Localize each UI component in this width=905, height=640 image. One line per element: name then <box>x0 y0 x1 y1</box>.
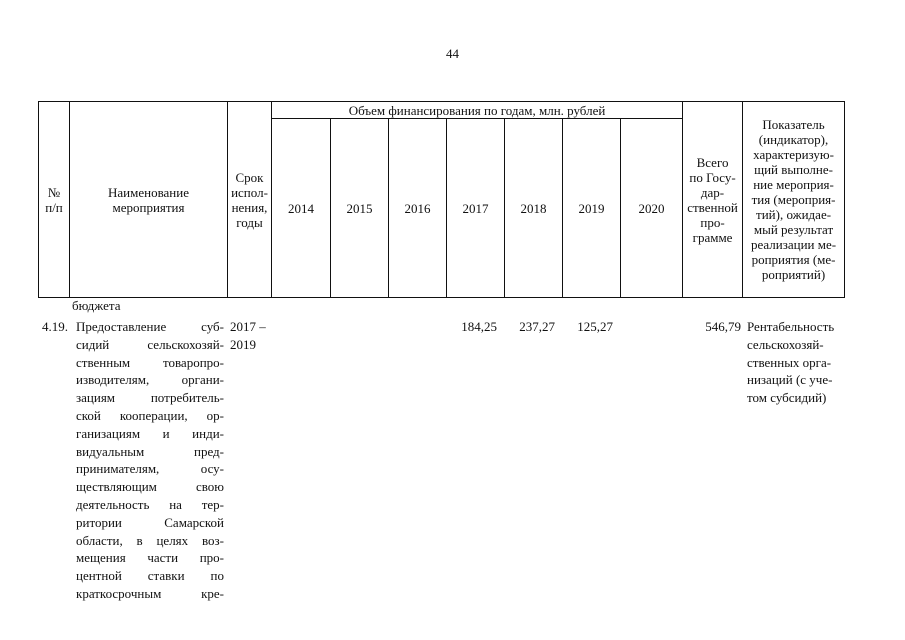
row-name-line: сидий сельскохозяй- <box>76 336 224 352</box>
row-name <box>76 318 224 603</box>
row-name-line: зациям потребитель- <box>76 390 224 406</box>
header-year: 2015 <box>331 119 389 298</box>
header-year: 2020 <box>621 119 683 298</box>
header-number <box>39 102 70 298</box>
row-term-line: 2019 <box>230 336 256 352</box>
row-name-line: краткосрочным кре- <box>76 585 224 601</box>
header-year: 2014 <box>272 119 331 298</box>
header-term <box>228 102 272 298</box>
row-value-2019: 125,27 <box>577 319 613 334</box>
row-indicator-line: том субсидий) <box>747 390 827 406</box>
row-value-2018: 237,27 <box>519 319 555 334</box>
row-term-line: 2017 – <box>230 319 266 334</box>
row-indicator-line: низаций (с уче- <box>747 372 833 388</box>
row-name-line: изводителям, органи- <box>76 372 224 388</box>
row-term <box>230 318 274 354</box>
header-year: 2018 <box>505 119 563 298</box>
header-year: 2016 <box>389 119 447 298</box>
table-header <box>38 101 845 298</box>
row-name-line: ритории Самарской <box>76 514 224 530</box>
header-indicator-text: Показатель (индикатор), характеризую- щий выполне- ние мероприя- тия (мероприя- тий), ожидае- мый результат реализации ме- роприятия (ме- роприятий) <box>750 117 837 282</box>
row-indicator-line: ственных орга- <box>747 354 832 370</box>
header-name-text: Наименование мероприятия <box>108 184 189 215</box>
row-name-line: видуальным пред- <box>76 443 224 459</box>
header-year: 2017 <box>447 119 505 298</box>
header-total <box>683 102 743 298</box>
row-name-line: деятельность на тер- <box>76 496 224 512</box>
row-name-line: ществляющим свою <box>76 479 224 495</box>
row-name-line: Предоставление суб- <box>76 319 224 334</box>
row-name-line: принимателям, осу- <box>76 461 224 477</box>
row-name-line: ской кооперации, ор- <box>76 407 224 423</box>
header-term-text: Срок испол- нения, годы <box>231 169 268 230</box>
row-name-line: ганизациям и инди- <box>76 425 224 441</box>
row-name-line: ственным товаропро- <box>76 354 224 370</box>
row-value-2017: 184,25 <box>461 319 497 334</box>
row-indicator-line: Рентабельность <box>747 319 835 334</box>
row-indicator-line: сельскохозяй- <box>747 336 824 352</box>
header-name <box>70 102 228 298</box>
row-name-line: области, в целях воз- <box>76 532 224 548</box>
header-indicator <box>743 102 845 298</box>
header-total-text: Всего по Госу- дар- ственной про- грамме <box>687 154 738 245</box>
header-year: 2019 <box>563 119 621 298</box>
header-funding: Объем финансирования по годам, млн. рублей <box>272 102 683 119</box>
header-number-text: № п/п <box>45 184 63 215</box>
row-name-line: центной ставки по <box>76 568 224 584</box>
row-indicator <box>747 318 847 407</box>
page-number: 44 <box>446 46 459 61</box>
row-total: 546,79 <box>705 319 741 334</box>
row-number: 4.19. <box>42 319 68 334</box>
row-name-line: мещения части про- <box>76 550 224 566</box>
carry-over-text: бюджета <box>72 298 121 313</box>
